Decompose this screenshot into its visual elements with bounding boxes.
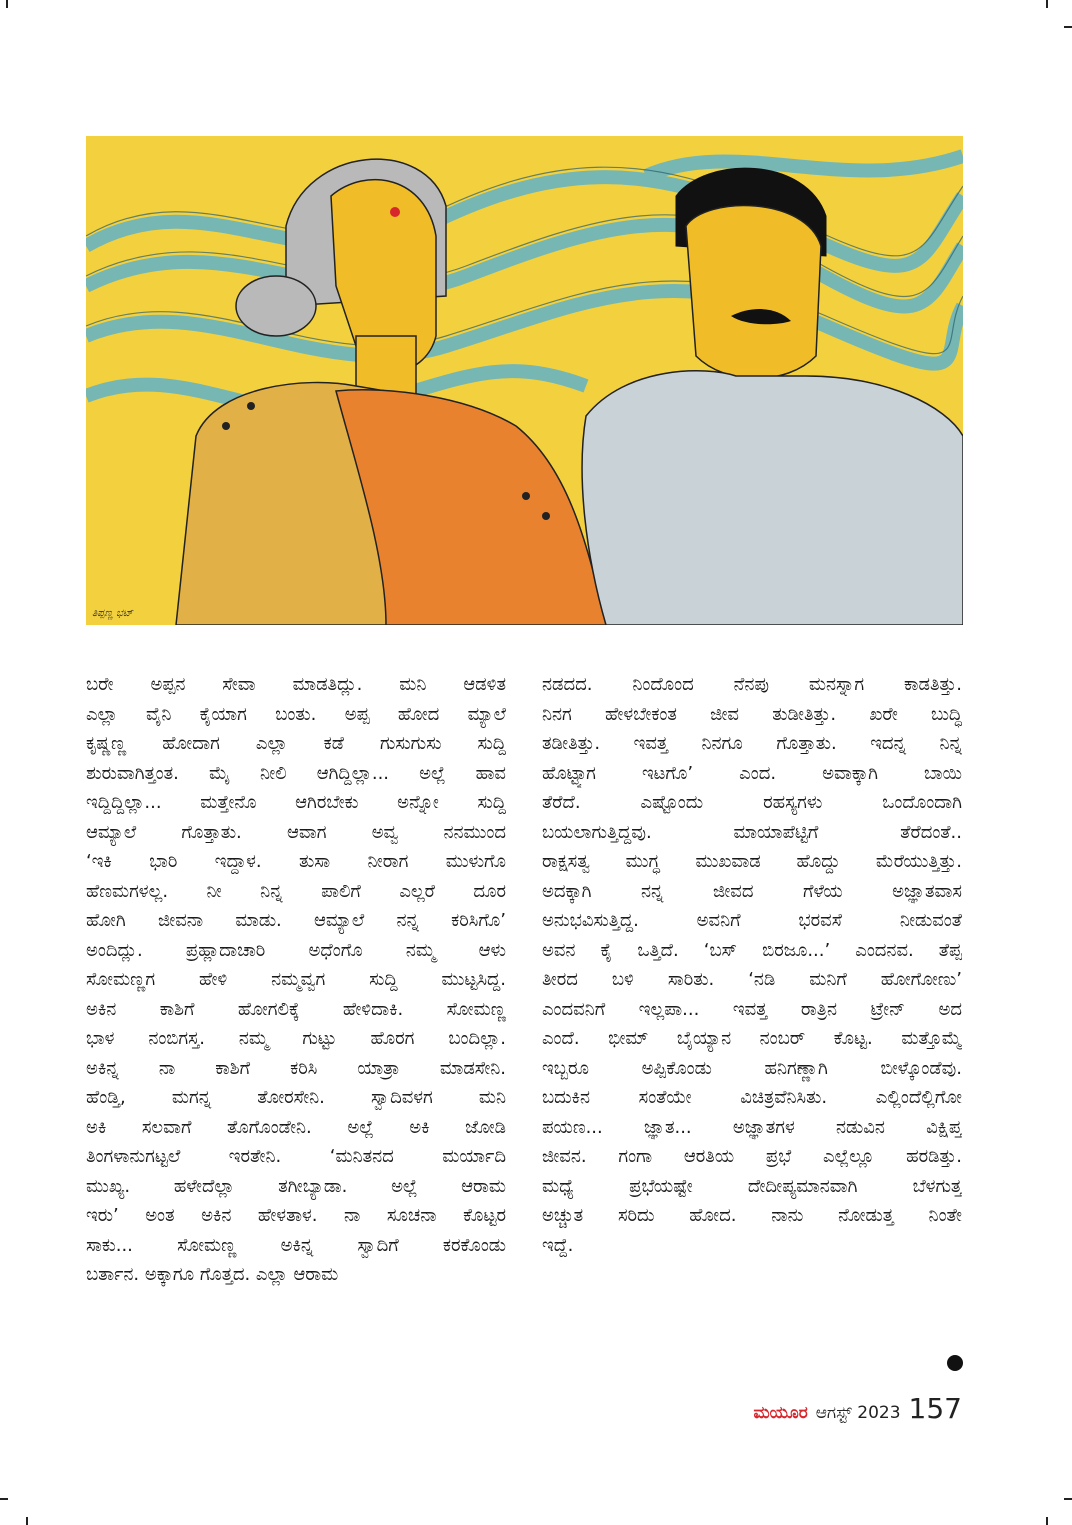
- text-line: ಕೃಷ್ಣಣ್ಣ ಹೋದಾಗ ಎಲ್ಲಾ ಕಡೆ ಗುಸುಗುಸು ಸುದ್ದಿ: [86, 733, 506, 754]
- text-line: ಸೋಮಣ್ಣಗ ಹೇಳಿ ನಮ್ಮವ್ವಗ ಸುದ್ದಿ ಮುಟ್ಟಸಿದ್ದ.: [86, 969, 506, 990]
- text-line: ಭಾಳ ನಂಬಿಗಸ್ತ. ನಮ್ಮ ಗುಟ್ಟು ಹೊರಗ ಬಂದಿಲ್ಲಾ.: [86, 1028, 506, 1049]
- crop-mark-left-bottom: [0, 1498, 8, 1500]
- text-line: ಇರು’ ಅಂತ ಅಕಿನ ಹೇಳತಾಳ. ನಾ ಸೂಚನಾ ಕೊಟ್ಟರ: [86, 1205, 506, 1226]
- text-line: ಅಕಿನ ಕಾಶಿಗೆ ಹೋಗಲಿಕ್ಕೆ ಹೇಳಿದಾಕಿ. ಸೋಮಣ್ಣ: [86, 998, 506, 1020]
- text-column-left: [86, 670, 506, 1290]
- crop-mark-top-left: [6, 0, 8, 8]
- text-line: ತೀರದ ಬಳಿ ಸಾರಿತು. ‘ನಡಿ ಮನಿಗೆ ಹೋಗೋಣು’: [542, 969, 962, 990]
- text-line: ಬಯಲಾಗುತ್ತಿದ್ದವು. ಮಾಯಾಪೆಟ್ಟಿಗೆ ತೆರೆದಂತೆ..: [542, 821, 962, 843]
- text-line: ಎಂದವನಿಗೆ ಇಲ್ಲಪಾ... ಇವತ್ತ ರಾತ್ರಿನ ಟ್ರೇನ್ ಅದ: [542, 998, 962, 1020]
- page-number: 157: [908, 1392, 962, 1425]
- crop-mark-right-bottom: [1064, 1498, 1072, 1500]
- artist-signature: ತಿಪ್ಪಣ್ಣ ಭಟ್: [92, 608, 133, 619]
- text-line: ಮುಖ್ಯ. ಹಳೇದೆಲ್ಲಾ ತಗೀಬ್ಯಾಡಾ. ಅಲ್ಲೆ ಆರಾಮ: [86, 1175, 506, 1197]
- text-line: ತೆರೆದೆ. ಎಷ್ಟೊಂದು ರಹಸ್ಯಗಳು ಒಂದೊಂದಾಗಿ: [542, 792, 962, 813]
- text-line: ಹೆಂಡ್ತಿ, ಮಗನ್ನ ತೋರಸೇನಿ. ಸ್ವಾದಿವಳಗ ಮನಿ: [86, 1087, 506, 1108]
- text-line: ನಡದದ. ನಿಂದೊಂದ ನೆನಪು ಮನಸ್ನಾಗ ಕಾಡತಿತ್ತು.: [542, 674, 962, 695]
- text-line: ಹೊಟ್ಟ್ಯಾಗ ಇಟಗೊ’ ಎಂದ. ಅವಾಕ್ಕಾಗಿ ಬಾಯಿ: [542, 762, 962, 784]
- text-line: ನಿನಗ ಹೇಳಬೇಕಂತ ಜೀವ ತುಡೀತಿತ್ತು. ಖರೇ ಬುದ್ಧಿ: [542, 703, 962, 725]
- text-line: ಹೋಗಿ ಜೀವನಾ ಮಾಡು. ಆಮ್ಯಾಲೆ ನನ್ನ ಕರಿಸಿಗೊ’: [86, 910, 506, 931]
- text-line: ಅದಕ್ಕಾಗಿ ನನ್ನ ಜೀವದ ಗೆಳೆಯ ಅಜ್ಞಾತವಾಸ: [542, 880, 962, 902]
- text-line: ‘ಇಕಿ ಭಾರಿ ಇದ್ದಾಳ. ತುಸಾ ನೀರಾಗ ಮುಳುಗೊ: [86, 851, 506, 872]
- text-line: ಅಂದಿದ್ಲು. ಪ್ರಹ್ಲಾದಾಚಾರಿ ಅಧೆಂಗೊ ನಮ್ಮ ಆಳು: [86, 939, 506, 961]
- text-column-right: [542, 670, 962, 1260]
- text-line: ಜೀವನ. ಗಂಗಾ ಆರತಿಯ ಪ್ರಭೆ ಎಲ್ಲೆಲ್ಲೂ ಹರಡಿತ್ತು.: [542, 1146, 962, 1167]
- text-line: ಅಕಿನ್ನ ನಾ ಕಾಶಿಗೆ ಕರಿಸಿ ಯಾತ್ರಾ ಮಾಡಸೇನಿ.: [86, 1057, 506, 1079]
- crop-mark-bottom-left: [26, 1517, 28, 1525]
- text-line: ಹೆಣಮಗಳಲ್ಲ. ನೀ ನಿನ್ನ ಪಾಲಿಗೆ ಎಲ್ಲರೆ ದೂರ: [86, 880, 506, 902]
- text-line: ಇದ್ದಿದ್ದಿಲ್ಲಾ... ಮತ್ತೇನೊ ಆಗಿರಬೇಕು ಅನ್ನೋ ಸುದ್ದಿ: [86, 792, 506, 813]
- text-line: ಅಚ್ಚುತ ಸರಿದು ಹೋದ. ನಾನು ನೋಡುತ್ತ ನಿಂತೇ: [542, 1205, 962, 1226]
- story-illustration: [86, 136, 963, 625]
- magazine-name: ಮಯೂರ: [753, 1403, 808, 1423]
- text-line: ಅವನ ಕೈ ಒತ್ತಿದೆ. ‘ಬಸ್ ಬಿರಜೂ...’ ಎಂದನವ. ತೆಪ್ಪ: [542, 939, 962, 961]
- portrait-illustration-icon: [86, 136, 963, 625]
- text-line: ಪಯಣ... ಜ್ಞಾತ... ಅಜ್ಞಾತಗಳ ನಡುವಿನ ವಿಕ್ಷಿಪ್ತ: [542, 1116, 962, 1138]
- text-line: ಇದ್ದೆ.: [542, 1234, 574, 1256]
- text-line: ಎಂದೆ. ಭೀಮ್ ಬೈಯ್ಯಾನ ನಂಬರ್ ಕೊಟ್ಟ. ಮತ್ತೊಮ್ಮೆ: [542, 1028, 962, 1049]
- text-line: ತಿಂಗಳಾನುಗಟ್ಟಲೆ ಇರತೇನಿ. ‘ಮನಿತನದ ಮರ್ಯಾದಿ: [86, 1146, 506, 1167]
- text-line: ಬರೇ ಅಪ್ಪನ ಸೇವಾ ಮಾಡತಿದ್ಲು. ಮನಿ ಆಡಳಿತ: [86, 674, 506, 695]
- text-line: ಬದುಕಿನ ಸಂತೆಯೇ ವಿಚಿತ್ರವೆನಿಸಿತು. ಎಲ್ಲಿಂದೆಲ್ಲಿಗೋ: [542, 1087, 962, 1108]
- issue-date: ಆಗಸ್ಟ್ 2023: [815, 1403, 901, 1423]
- text-line: ಶುರುವಾಗಿತ್ತಂತ. ಮೈ ನೀಲಿ ಆಗಿದ್ದಿಲ್ಲಾ... ಅಲ್ಲೆ ಹಾವ: [86, 762, 506, 784]
- crop-mark-bottom-right: [1046, 1517, 1048, 1525]
- end-of-story-bullet: [947, 1355, 963, 1371]
- text-line: ಎಲ್ಲಾ ವೈನಿ ಕೈಯಾಗ ಬಂತು. ಅಪ್ಪ ಹೋದ ಮ್ಯಾಲೆ: [86, 703, 506, 725]
- text-line: ಅಕಿ ಸಲವಾಗೆ ತೊಗೊಂಡೇನಿ. ಅಲ್ಲೆ ಅಕಿ ಜೋಡಿ: [86, 1116, 506, 1138]
- text-line: ಆಮ್ಯಾಲೆ ಗೊತ್ತಾತು. ಆವಾಗ ಅವ್ವ ನನಮುಂದ: [86, 821, 506, 843]
- text-line: ರಾಕ್ಷಸತ್ವ ಮುಗ್ಧ ಮುಖವಾಡ ಹೊದ್ದು ಮೆರೆಯುತ್ತಿತ್ತು.: [542, 851, 962, 872]
- text-line: ಬರ್ತಾನ. ಅಕ್ಕಾಗೂ ಗೊತ್ತದ. ಎಲ್ಲಾ ಆರಾಮ: [86, 1264, 339, 1285]
- crop-mark-top-right: [1046, 0, 1048, 8]
- text-line: ಸಾಕು... ಸೋಮಣ್ಣ ಅಕಿನ್ನ ಸ್ವಾದಿಗೆ ಕರಕೊಂಡು: [86, 1234, 506, 1256]
- page-footer: [753, 1392, 962, 1426]
- crop-mark-right-top: [1064, 26, 1072, 28]
- text-line: ಇಬ್ಬರೂ ಅಪ್ಪಿಕೊಂಡು ಹನಿಗಣ್ಣಾಗಿ ಬೀಳ್ಕೊಂಡೆವು.: [542, 1057, 962, 1079]
- text-line: ಮಧ್ಯೆ ಪ್ರಭೆಯಷ್ಟೇ ದೇದೀಪ್ಯಮಾನವಾಗಿ ಬೆಳಗುತ್ತ: [542, 1175, 962, 1197]
- text-line: ಅನುಭವಿಸುತ್ತಿದ್ದ. ಅವನಿಗೆ ಭರವಸೆ ನೀಡುವಂತೆ: [542, 910, 962, 931]
- text-line: ತಡೀತಿತ್ತು. ಇವತ್ತ ನಿನಗೂ ಗೊತ್ತಾತು. ಇದನ್ನ ನಿನ್ನ: [542, 733, 962, 754]
